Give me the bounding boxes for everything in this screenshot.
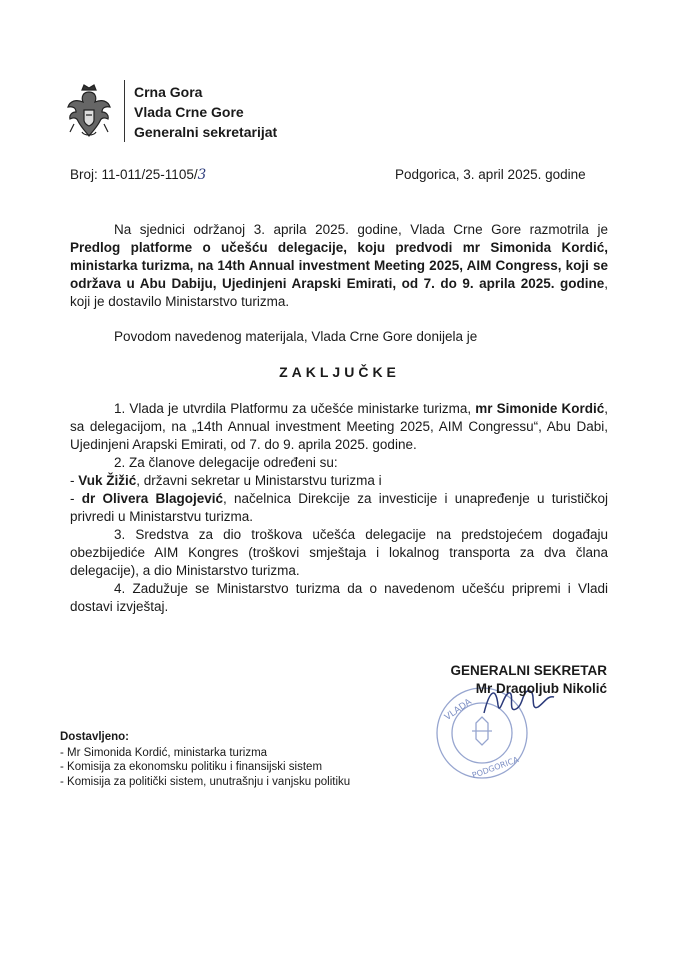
letterhead-government: Vlada Crne Gore [134,104,244,120]
delegation-member-1 [70,472,608,490]
member2-name: dr Olivera Blagojević [81,491,223,506]
item1-text-c: , sa delegacijom, na „14th Annual investment Meeting 2025, AIM Congressu“, Abu Dabi, Ujedinjeni Arapski Emirati, od 7. do 9. aprila 2025. godine. [70,401,608,452]
delegation-member-2 [70,490,608,526]
intro-text-c: , koji je dostavilo Ministarstvo turizma. [70,276,608,309]
stamp-text-bottom: PODGORICA [470,755,520,781]
intro-second-paragraph: Povodom navedenog materijala, Vlada Crne Gore donijela je [114,329,478,344]
distribution-item: - Mr Simonida Kordić, ministarka turizma [60,746,268,759]
item1-text-a: 1. Vlada je utvrdila Platformu za učešće ministarke turizma, [114,401,476,416]
conclusions-list [70,400,608,616]
distribution-list [60,730,350,789]
letterhead-secretariat: Generalni sekretarijat [134,124,278,140]
conclusion-item-2: 2. Za članove delegacije određeni su: [114,455,338,470]
document-number-handwritten: 3 [197,167,207,183]
member2-role: , načelnica Direkcije za investicije i unapređenje u turističkoj privredi u Ministarstvu turizma. [70,491,608,524]
conclusion-item-3: 3. Sredstva za dio troškova učešća delegacije na predstojećem događaju obezbijediće AIM Kongres (troškovi smještaja i lokalnog transporta za dva člana delegacije), a dio Ministarstvo turizma. [70,527,608,578]
member2-dash: - [70,491,82,506]
document-number-label: Broj: 11-011/25-1105/ [70,167,198,182]
member1-name: Vuk Žižić [78,473,137,488]
document-date: Podgorica, 3. april 2025. godine [395,167,586,182]
letterhead-country: Crna Gora [134,84,203,100]
conclusions-heading: ZAKLJUČKE [279,364,400,380]
distribution-item: - Komisija za ekonomsku politiku i finansijski sistem [60,761,323,773]
item1-text-bold: mr Simonide Kordić [475,401,605,416]
signatory-name: Mr Dragoljub Nikolić [475,681,607,696]
letterhead [134,82,277,142]
stamp-text-top: VLADA [443,697,474,723]
conclusion-item-4: 4. Zadužuje se Ministarstvo turizma da o navedenom učešću pripremi i Vladi dostavi izvještaj. [70,581,608,614]
member1-dash: - [70,473,79,488]
document-number [70,167,206,183]
conclusion-item-1 [70,400,608,454]
intro-text-bold: Predlog platforme o učešću delegacije, koju predvodi mr Simonida Kordić, ministarka turizma, na 14th Annual investment Meeting 2025, AIM Congress, koji se održava u Abu Dabiju, Ujedinjeni Arapski Emirati, od 7. do 9. aprila 2025. godine [70,240,608,291]
intro-text-a: Na sjednici održanoj 3. aprila 2025. godine, Vlada Crne Gore razmotrila je [114,222,608,237]
intro-paragraph [70,221,608,311]
distribution-item: - Komisija za politički sistem, unutrašnju i vanjsku politiku [60,775,351,788]
header-divider [124,80,125,142]
signature-block [450,662,607,698]
member1-role: , državni sekretar u Ministarstvu turizma i [136,473,382,488]
distribution-heading: Dostavljeno: [60,731,130,743]
signatory-title: GENERALNI SEKRETAR [450,663,607,678]
coat-of-arms-emblem [64,82,114,142]
